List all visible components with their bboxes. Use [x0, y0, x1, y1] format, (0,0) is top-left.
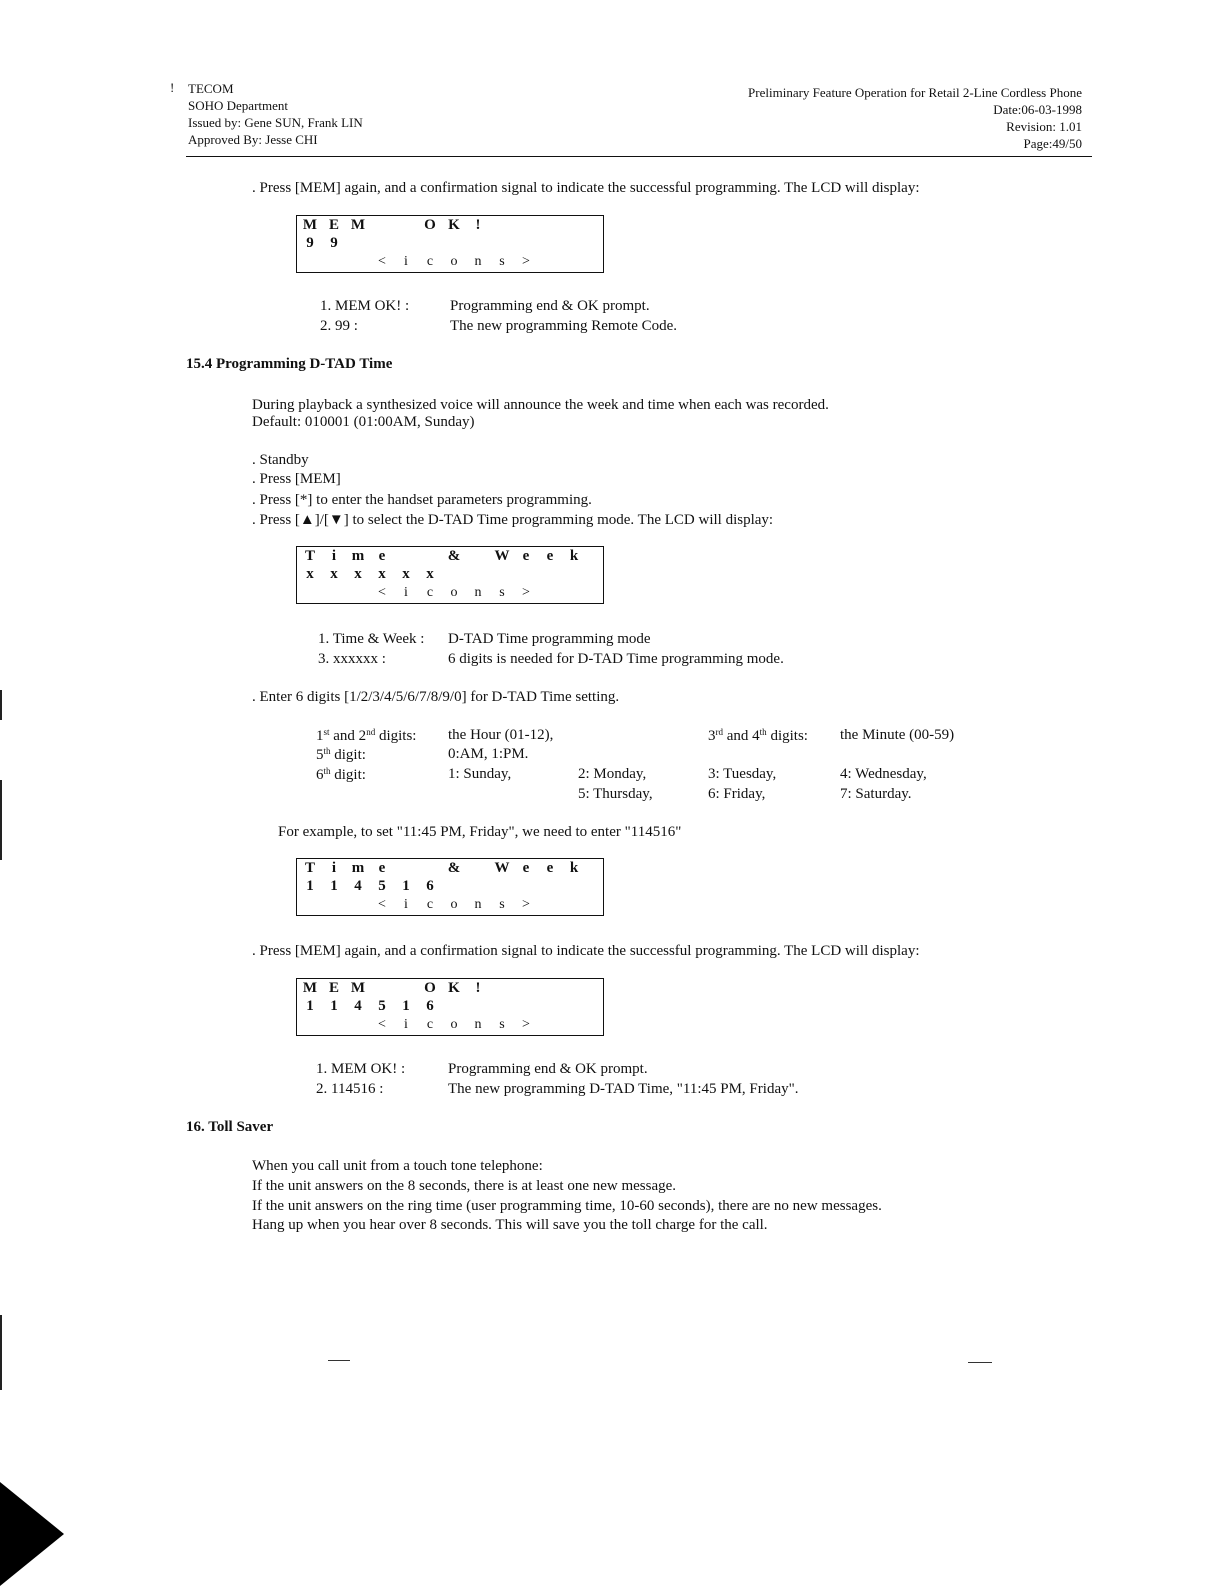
press-mem-again-line: . Press [MEM] again, and a confirmation signal to indicate the successful programming. The LCD will display:: [252, 180, 920, 196]
lcd-char: E: [328, 980, 339, 996]
lcd-char: c: [426, 897, 434, 912]
digit-label-6: 6th digit:: [316, 766, 366, 783]
lcd-char: 1: [402, 878, 410, 894]
lcd-char: x: [354, 566, 362, 582]
lcd-char: >: [522, 897, 530, 912]
weekday-option: 6: Friday,: [708, 786, 766, 802]
lcd-char: s: [499, 585, 505, 600]
lcd-char: !: [475, 980, 481, 996]
header-left: [188, 80, 363, 148]
example-line: For example, to set "11:45 PM, Friday", we need to enter "114516": [278, 824, 682, 840]
document-revision: Revision: 1.01: [1006, 119, 1082, 134]
scan-edge-mark: [0, 690, 2, 720]
lcd-char: s: [499, 897, 505, 912]
weekday-option: 3: Tuesday,: [708, 766, 777, 782]
lcd-char: >: [522, 254, 530, 269]
step-line: . Press [▲]/[▼] to select the D-TAD Time programming mode. The LCD will display:: [252, 512, 774, 528]
lcd-char: M: [350, 980, 366, 996]
lcd-char: n: [474, 897, 482, 912]
lcd-char: x: [306, 566, 314, 582]
note-value: The new programming D-TAD Time, "11:45 PM, Friday".: [448, 1081, 799, 1097]
digit-meaning-minute: the Minute (00-59): [840, 727, 955, 743]
note-value: Programming end & OK prompt.: [448, 1061, 648, 1077]
lcd-char: M: [302, 980, 318, 996]
scan-dash-mark: [968, 1362, 992, 1363]
lcd-char: &: [447, 548, 461, 564]
digit-label-3-4: 3rd and 4th digits:: [708, 727, 808, 744]
lcd-char: >: [522, 1017, 530, 1032]
scan-edge-mark: [0, 1315, 2, 1390]
digit-definition-table: [316, 727, 1036, 807]
lcd-char: 1: [306, 998, 314, 1014]
lcd-char: k: [569, 548, 579, 564]
lcd-char: e: [522, 548, 530, 564]
note-key: 1. MEM OK! :: [316, 1061, 406, 1077]
lcd-display-mem-ok-99: [296, 215, 604, 273]
lcd-char: W: [494, 548, 510, 564]
enter-digits-line: . Enter 6 digits [1/2/3/4/5/6/7/8/9/0] for D-TAD Time setting.: [252, 689, 620, 705]
weekday-option: 4: Wednesday,: [840, 766, 927, 782]
note-value: 6 digits is needed for D-TAD Time programming mode.: [448, 651, 784, 667]
toll-saver-line: Hang up when you hear over 8 seconds. This will save you the toll charge for the call.: [252, 1217, 768, 1233]
lcd-char: m: [351, 548, 365, 564]
lcd-char: c: [426, 254, 434, 269]
lcd-char: 1: [306, 878, 314, 894]
lcd-char: i: [331, 548, 337, 564]
step-line: . Standby: [252, 452, 309, 468]
lcd-char: c: [426, 1017, 434, 1032]
lcd-char: <: [378, 897, 386, 912]
lcd-char: 1: [330, 998, 338, 1014]
toll-saver-line: When you call unit from a touch tone telephone:: [252, 1158, 543, 1174]
document-title: Preliminary Feature Operation for Retail 2-Line Cordless Phone: [748, 85, 1082, 100]
page-number: Page:49/50: [1023, 136, 1082, 151]
note-key: 3. xxxxxx :: [318, 651, 386, 667]
weekday-option: 1: Sunday,: [448, 766, 512, 782]
lcd-char: k: [569, 860, 579, 876]
digit-meaning-hour: the Hour (01-12),: [448, 727, 554, 743]
lcd-char: x: [378, 566, 386, 582]
header-right: [748, 84, 1082, 152]
lcd-char: n: [474, 254, 482, 269]
lcd-char: i: [404, 1017, 408, 1032]
lcd-char: 5: [378, 998, 386, 1014]
lcd-display-time-week-xxxxxx: [296, 546, 604, 604]
lcd-char: e: [546, 860, 554, 876]
department-name: SOHO Department: [188, 98, 289, 113]
lcd-char: M: [302, 217, 318, 233]
lcd-char: K: [448, 980, 460, 996]
lcd-char: e: [546, 548, 554, 564]
lcd-char: >: [522, 585, 530, 600]
lcd-char: o: [450, 1017, 458, 1032]
press-mem-again-line: . Press [MEM] again, and a confirmation signal to indicate the successful programming. The LCD will display:: [252, 943, 920, 959]
lcd-char: i: [404, 897, 408, 912]
lcd-char: i: [331, 860, 337, 876]
lcd-char: o: [450, 897, 458, 912]
lcd-char: K: [448, 217, 460, 233]
lcd-char: c: [426, 585, 434, 600]
lcd-char: 4: [354, 998, 362, 1014]
lcd-char: 6: [426, 878, 434, 894]
digit-label-5: 5th digit:: [316, 746, 366, 763]
lcd-char: i: [404, 254, 408, 269]
scan-dash-mark: [328, 1360, 350, 1361]
issued-by: Issued by: Gene SUN, Frank LIN: [188, 115, 363, 130]
lcd-char: o: [450, 254, 458, 269]
lcd-char: n: [474, 585, 482, 600]
lcd-char: n: [474, 1017, 482, 1032]
lcd-char: 9: [330, 235, 338, 251]
lcd-char: <: [378, 585, 386, 600]
section-heading-15-4: 15.4 Programming D-TAD Time: [186, 356, 393, 372]
lcd-char: W: [494, 860, 510, 876]
lcd-char: O: [424, 217, 436, 233]
note-value: D-TAD Time programming mode: [448, 631, 651, 647]
lcd-char: m: [351, 860, 365, 876]
document-date: Date:06-03-1998: [993, 102, 1082, 117]
lcd-char: x: [330, 566, 338, 582]
section-heading-16: 16. Toll Saver: [186, 1119, 274, 1135]
lcd-char: T: [304, 860, 315, 876]
lcd-char: e: [522, 860, 530, 876]
scan-corner-triangle: [0, 1482, 64, 1586]
digit-meaning-ampm: 0:AM, 1:PM.: [448, 746, 529, 762]
section-description: During playback a synthesized voice will announce the week and time when each was recorded.: [252, 397, 829, 413]
header-mark: !: [170, 80, 175, 95]
header-divider: [186, 156, 1092, 157]
weekday-option: 7: Saturday.: [840, 786, 912, 802]
lcd-char: 9: [306, 235, 314, 251]
lcd-display-mem-ok-114516: [296, 978, 604, 1036]
lcd-char: <: [378, 1017, 386, 1032]
lcd-char: M: [350, 217, 366, 233]
toll-saver-line: If the unit answers on the ring time (user programming time, 10-60 seconds), there are no new messages.: [252, 1198, 882, 1214]
step-line: . Press [*] to enter the handset parameters programming.: [252, 492, 592, 508]
toll-saver-line: If the unit answers on the 8 seconds, there is at least one new message.: [252, 1178, 677, 1194]
note-key: 1. MEM OK! :: [320, 298, 410, 314]
lcd-char: o: [450, 585, 458, 600]
lcd-char: x: [402, 566, 410, 582]
lcd-char: 5: [378, 878, 386, 894]
lcd-char: s: [499, 1017, 505, 1032]
lcd-char: &: [447, 860, 461, 876]
lcd-char: 1: [402, 998, 410, 1014]
step-line: . Press [MEM]: [252, 471, 341, 487]
lcd-char: O: [424, 980, 436, 996]
note-key: 1. Time & Week :: [318, 631, 425, 647]
lcd-char: T: [304, 548, 315, 564]
company-name: TECOM: [188, 81, 234, 96]
weekday-option: 5: Thursday,: [578, 786, 653, 802]
lcd-char: x: [426, 566, 434, 582]
lcd-char: s: [499, 254, 505, 269]
scan-edge-mark: [0, 780, 2, 860]
lcd-char: 1: [330, 878, 338, 894]
note-key: 2. 99 :: [320, 318, 358, 334]
lcd-display-time-week-114516: [296, 858, 604, 916]
weekday-option: 2: Monday,: [578, 766, 647, 782]
approved-by: Approved By: Jesse CHI: [188, 132, 318, 147]
digit-label-1-2: 1st and 2nd digits:: [316, 727, 417, 744]
lcd-char: i: [404, 585, 408, 600]
note-key: 2. 114516 :: [316, 1081, 384, 1097]
lcd-char: 4: [354, 878, 362, 894]
default-value: Default: 010001 (01:00AM, Sunday): [252, 414, 475, 430]
lcd-char: 6: [426, 998, 434, 1014]
lcd-char: !: [475, 217, 481, 233]
lcd-char: E: [328, 217, 339, 233]
note-value: Programming end & OK prompt.: [450, 298, 650, 314]
lcd-char: e: [378, 548, 386, 564]
note-value: The new programming Remote Code.: [450, 318, 678, 334]
lcd-char: e: [378, 860, 386, 876]
lcd-char: <: [378, 254, 386, 269]
